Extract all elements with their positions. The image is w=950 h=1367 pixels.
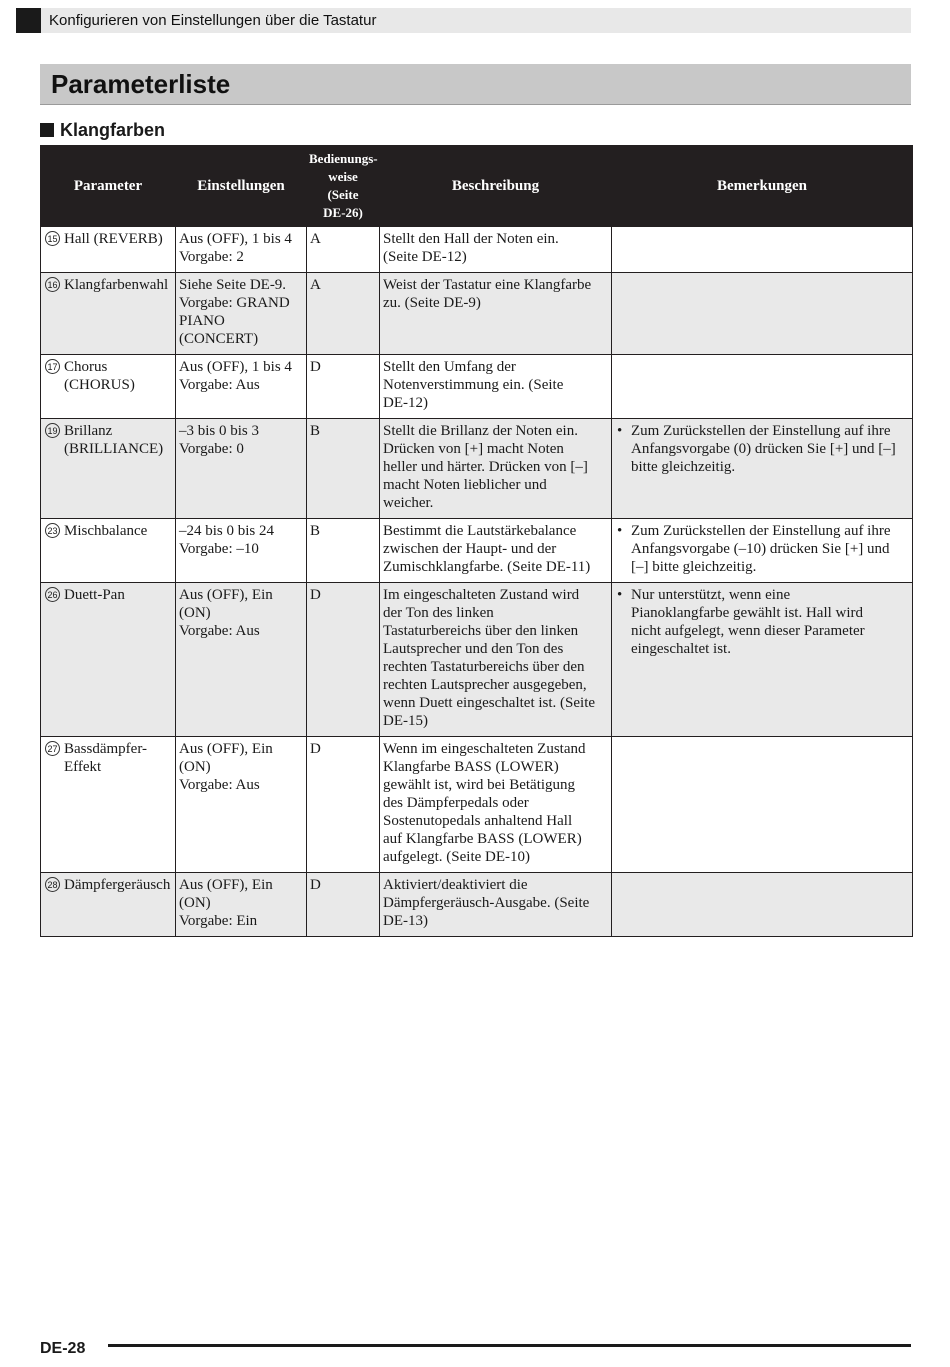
description-line: Zumischklangfarbe. (Seite DE-11) xyxy=(383,559,591,575)
settings-line: Vorgabe: Aus xyxy=(179,377,260,393)
cell-description xyxy=(380,583,612,737)
description-line: Stellt den Umfang der xyxy=(383,359,516,375)
footer-rule xyxy=(108,1344,911,1347)
table-body xyxy=(41,227,913,937)
settings-line: Vorgabe: –10 xyxy=(179,541,259,557)
description-line: Klangfarbe BASS (LOWER) xyxy=(383,759,559,775)
col-header-bedienung-line: weise xyxy=(328,169,358,184)
page-number: DE-28 xyxy=(40,1340,86,1357)
cell-settings xyxy=(176,737,307,873)
description-line: DE-15) xyxy=(383,713,428,729)
header-marker xyxy=(16,8,41,33)
cell-settings xyxy=(176,227,307,273)
bullet-icon: • xyxy=(617,523,623,539)
parameter-name xyxy=(64,358,135,394)
settings-line: Aus (OFF), 1 bis 4 xyxy=(179,359,292,375)
parameter-name xyxy=(64,522,147,540)
cell-remarks xyxy=(612,419,913,519)
col-header-bedienung-line: DE-26) xyxy=(323,205,363,220)
cell-description xyxy=(380,873,612,937)
description-line: Aktiviert/deaktiviert die xyxy=(383,877,528,893)
remark-item xyxy=(615,586,909,658)
description-line: Tastaturbereichs über den linken xyxy=(383,623,579,639)
cell-operation: D xyxy=(307,583,380,737)
cell-description xyxy=(380,419,612,519)
description-line: Notenverstimmung ein. (Seite xyxy=(383,377,564,393)
settings-line: Vorgabe: Aus xyxy=(179,777,260,793)
description-line: rechten Lautsprecher ausgegeben, xyxy=(383,677,587,693)
description-line: zu. (Seite DE-9) xyxy=(383,295,481,311)
cell-parameter xyxy=(41,873,176,937)
parameter-name-line: Duett-Pan xyxy=(64,587,125,603)
parameter-name-line: Bassdämpfer- xyxy=(64,741,148,757)
settings-line: Aus (OFF), Ein xyxy=(179,877,273,893)
description-line: macht Noten lieblicher und xyxy=(383,477,547,493)
parameter-number-badge: 15 xyxy=(45,231,60,246)
remark-line: eingeschaltet ist. xyxy=(631,641,731,657)
cell-settings xyxy=(176,419,307,519)
description-line: weicher. xyxy=(383,495,434,511)
description-line: der Ton des linken xyxy=(383,605,494,621)
cell-settings xyxy=(176,273,307,355)
cell-remarks xyxy=(612,583,913,737)
cell-remarks xyxy=(612,227,913,273)
cell-parameter xyxy=(41,419,176,519)
cell-parameter xyxy=(41,355,176,419)
cell-operation: D xyxy=(307,737,380,873)
parameter-name-line: Hall (REVERB) xyxy=(64,231,163,247)
description-line: rechten Tastaturbereichs über den xyxy=(383,659,585,675)
parameter-name-line: (CHORUS) xyxy=(64,377,135,393)
parameter-table xyxy=(40,145,913,937)
bullet-icon: • xyxy=(617,423,623,439)
remark-item xyxy=(615,522,909,576)
settings-line: Vorgabe: 2 xyxy=(179,249,244,265)
settings-line: (ON) xyxy=(179,895,211,911)
page-title-bar xyxy=(40,64,911,105)
settings-line: Aus (OFF), 1 bis 4 xyxy=(179,231,292,247)
settings-line: (ON) xyxy=(179,605,211,621)
page-title: Parameterliste xyxy=(51,68,231,99)
settings-line: Vorgabe: 0 xyxy=(179,441,244,457)
description-line: Wenn im eingeschalteten Zustand xyxy=(383,741,586,757)
running-header-text: Konfigurieren von Einstellungen über die Tastatur xyxy=(49,12,377,29)
cell-remarks xyxy=(612,355,913,419)
description-line: gewählt ist, wird bei Betätigung xyxy=(383,777,576,793)
remark-line: Nur unterstützt, wenn eine xyxy=(631,587,791,603)
parameter-name-line: Chorus xyxy=(64,359,108,375)
remark-line: [–] bitte gleichzeitig. xyxy=(631,559,757,575)
settings-line: PIANO xyxy=(179,313,225,329)
cell-operation: D xyxy=(307,873,380,937)
cell-operation: A xyxy=(307,227,380,273)
parameter-number-badge: 17 xyxy=(45,359,60,374)
parameter-name-line: Effekt xyxy=(64,759,102,775)
cell-remarks xyxy=(612,737,913,873)
settings-line: Aus (OFF), Ein xyxy=(179,741,273,757)
col-header-bemerkungen: Bemerkungen xyxy=(612,146,913,227)
description-line: DE-12) xyxy=(383,395,428,411)
parameter-name xyxy=(64,276,168,294)
settings-line: Aus (OFF), Ein xyxy=(179,587,273,603)
cell-operation: A xyxy=(307,273,380,355)
cell-settings xyxy=(176,519,307,583)
cell-remarks xyxy=(612,273,913,355)
description-line: Stellt die Brillanz der Noten ein. xyxy=(383,423,578,439)
cell-parameter xyxy=(41,273,176,355)
description-line: Weist der Tastatur eine Klangfarbe xyxy=(383,277,592,293)
parameter-number-badge: 28 xyxy=(45,877,60,892)
section-heading xyxy=(40,118,165,142)
cell-description xyxy=(380,519,612,583)
description-line: Bestimmt die Lautstärkebalance xyxy=(383,523,577,539)
cell-description xyxy=(380,355,612,419)
settings-line: –3 bis 0 bis 3 xyxy=(179,423,260,439)
description-line: wenn Duett eingeschaltet ist. (Seite xyxy=(383,695,596,711)
table-row xyxy=(41,273,913,355)
description-line: Dämpfergeräusch-Ausgabe. (Seite xyxy=(383,895,590,911)
cell-parameter xyxy=(41,519,176,583)
col-header-bedienung-line: (Seite xyxy=(327,187,359,202)
remark-line: Anfangsvorgabe (–10) drücken Sie [+] und xyxy=(631,541,890,557)
parameter-number-badge: 27 xyxy=(45,741,60,756)
col-header-einstellungen: Einstellungen xyxy=(176,146,307,227)
running-header xyxy=(16,8,911,33)
parameter-name xyxy=(64,586,125,604)
settings-line: Vorgabe: Ein xyxy=(179,913,258,929)
description-line: Lautsprecher und den Ton des xyxy=(383,641,564,657)
cell-remarks xyxy=(612,873,913,937)
remark-line: Zum Zurückstellen der Einstellung auf ihre xyxy=(631,523,891,539)
description-line: heller und härter. Drücken von [–] xyxy=(383,459,588,475)
table-row xyxy=(41,419,913,519)
bullet-icon: • xyxy=(617,587,623,603)
cell-settings xyxy=(176,355,307,419)
remark-line: Anfangsvorgabe (0) drücken Sie [+] und [–] xyxy=(631,441,896,457)
settings-line: (CONCERT) xyxy=(179,331,259,347)
table-row xyxy=(41,737,913,873)
cell-operation: B xyxy=(307,419,380,519)
description-line: zwischen der Haupt- und der xyxy=(383,541,557,557)
description-line: aufgelegt. (Seite DE-10) xyxy=(383,849,531,865)
cell-remarks xyxy=(612,519,913,583)
cell-description xyxy=(380,273,612,355)
parameter-name xyxy=(64,740,147,776)
settings-line: –24 bis 0 bis 24 xyxy=(179,523,275,539)
table-header-row xyxy=(41,146,913,227)
table-row xyxy=(41,227,913,273)
description-line: Sostenutopedals anhaltend Hall xyxy=(383,813,573,829)
remark-item xyxy=(615,422,909,476)
cell-description xyxy=(380,227,612,273)
cell-parameter xyxy=(41,737,176,873)
table-row xyxy=(41,355,913,419)
parameter-name xyxy=(64,230,163,248)
description-line: Im eingeschalteten Zustand wird xyxy=(383,587,580,603)
parameter-number-badge: 26 xyxy=(45,587,60,602)
cell-parameter xyxy=(41,227,176,273)
remark-line: Zum Zurückstellen der Einstellung auf ihre xyxy=(631,423,891,439)
section-marker-icon xyxy=(40,123,54,137)
cell-operation: D xyxy=(307,355,380,419)
parameter-name-line: (BRILLIANCE) xyxy=(64,441,164,457)
col-header-parameter: Parameter xyxy=(41,146,176,227)
description-line: DE-13) xyxy=(383,913,428,929)
parameter-name xyxy=(64,876,170,894)
cell-description xyxy=(380,737,612,873)
settings-line: Vorgabe: GRAND xyxy=(179,295,290,311)
description-line: auf Klangfarbe BASS (LOWER) xyxy=(383,831,582,847)
cell-parameter xyxy=(41,583,176,737)
remark-line: bitte gleichzeitig. xyxy=(631,459,736,475)
section-title: Klangfarben xyxy=(60,119,166,140)
parameter-name-line: Mischbalance xyxy=(64,523,148,539)
cell-operation: B xyxy=(307,519,380,583)
parameter-name-line: Klangfarbenwahl xyxy=(64,277,169,293)
table-row xyxy=(41,519,913,583)
settings-line: (ON) xyxy=(179,759,211,775)
settings-line: Siehe Seite DE-9. xyxy=(179,277,287,293)
parameter-number-badge: 23 xyxy=(45,523,60,538)
parameter-number-badge: 16 xyxy=(45,277,60,292)
col-header-beschreibung: Beschreibung xyxy=(380,146,612,227)
remark-line: Pianoklangfarbe gewählt ist. Hall wird xyxy=(631,605,864,621)
table-row xyxy=(41,873,913,937)
parameter-name xyxy=(64,422,163,458)
parameter-number-badge: 19 xyxy=(45,423,60,438)
settings-line: Vorgabe: Aus xyxy=(179,623,260,639)
parameter-name-line: Brillanz xyxy=(64,423,113,439)
table-row xyxy=(41,583,913,737)
col-header-bedienung xyxy=(307,146,380,227)
description-line: Drücken von [+] macht Noten xyxy=(383,441,564,457)
cell-settings xyxy=(176,583,307,737)
description-line: Stellt den Hall der Noten ein. xyxy=(383,231,559,247)
description-line: des Dämpferpedals oder xyxy=(383,795,529,811)
col-header-bedienung-line: Bedienungs- xyxy=(309,151,378,166)
cell-settings xyxy=(176,873,307,937)
remark-line: nicht aufgelegt, wenn dieser Parameter xyxy=(631,623,865,639)
parameter-name-line: Dämpfergeräusch xyxy=(64,877,171,893)
description-line: (Seite DE-12) xyxy=(383,249,467,265)
